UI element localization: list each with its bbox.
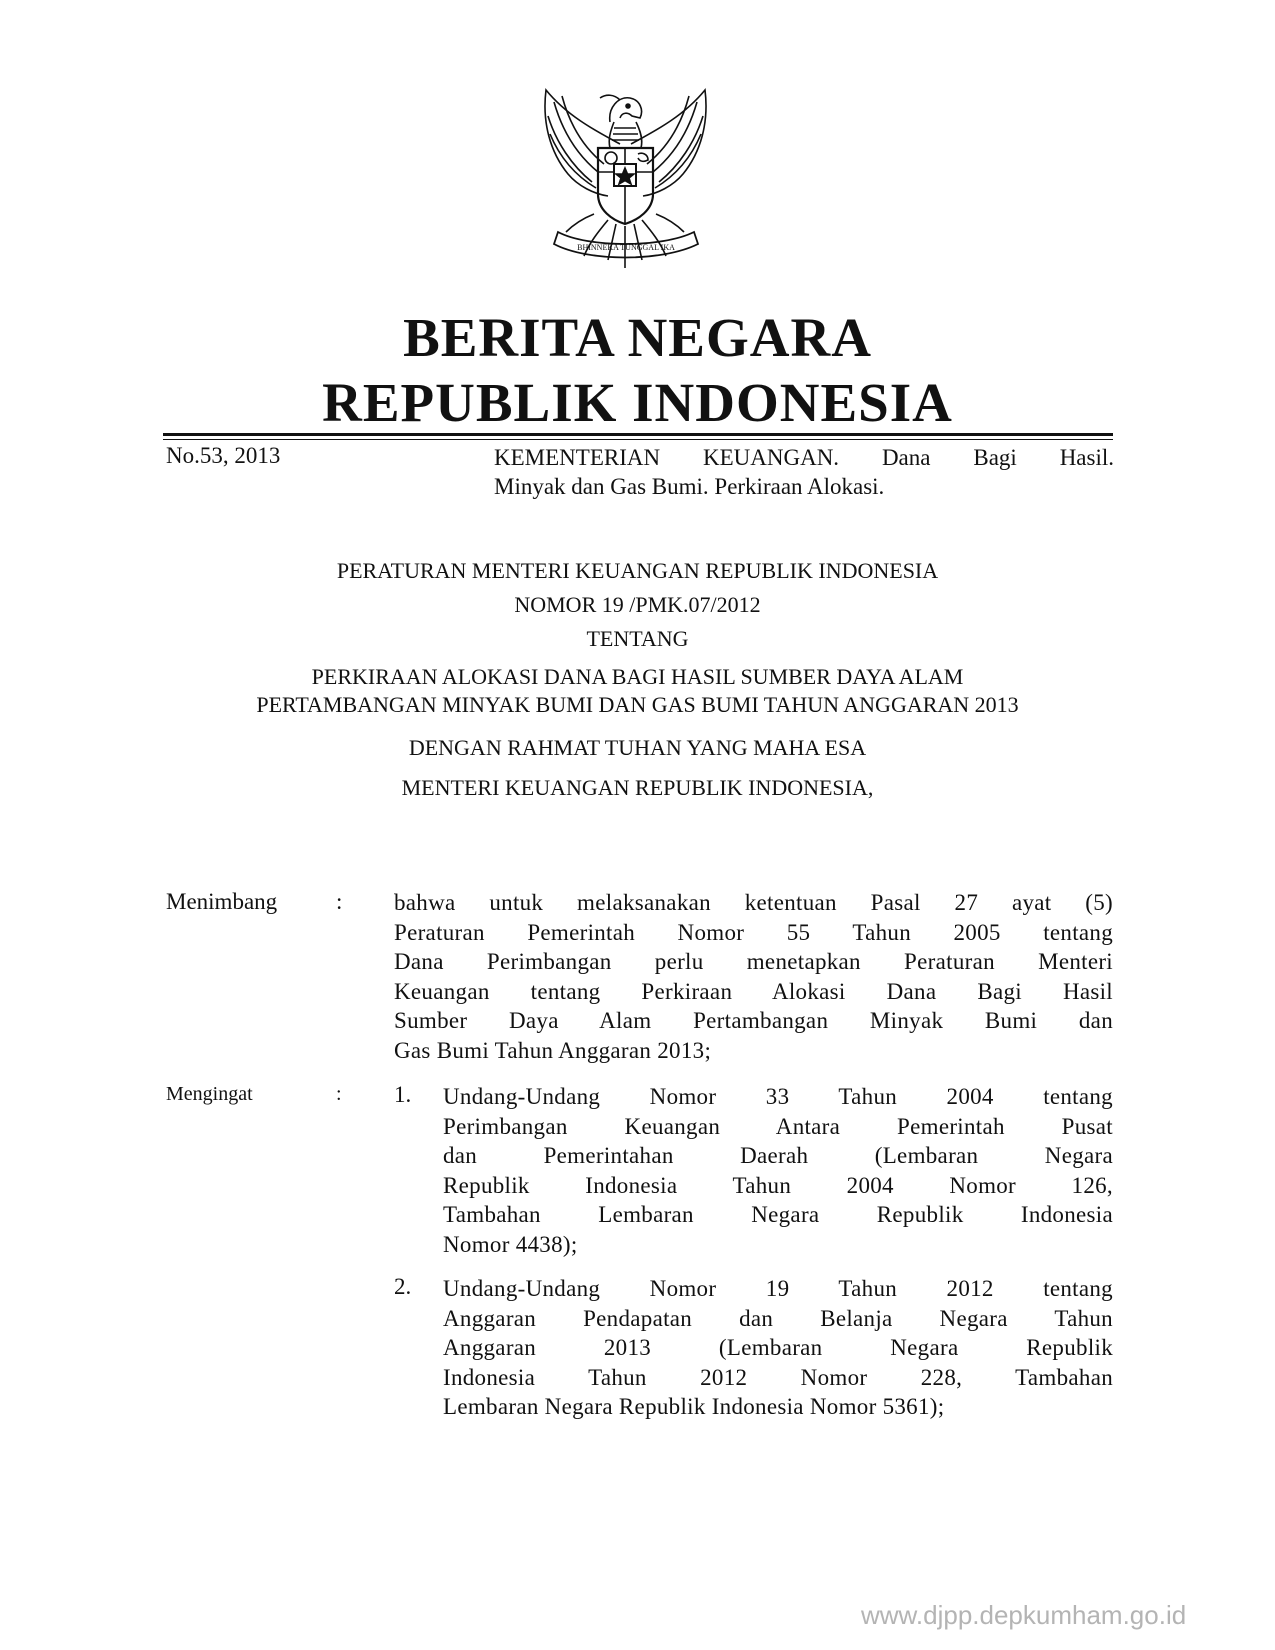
paragraph-line: dan Pemerintahan Daerah (Lembaran Negara <box>443 1143 1113 1168</box>
paragraph-line: Keuangan tentang Perkiraan Alokasi Dana Bagi Hasil <box>394 978 1113 1004</box>
regulation-subject-line2: PERTAMBANGAN MINYAK BUMI DAN GAS BUMI TAHUN ANGGARAN 2013 <box>256 692 1019 717</box>
paragraph-line: Undang-Undang Nomor 33 Tahun 2004 tentang <box>443 1084 1113 1109</box>
masthead-title-line2: REPUBLIK INDONESIA <box>322 372 953 433</box>
paragraph-line: Republik Indonesia Tahun 2004 Nomor 126, <box>443 1172 1113 1198</box>
menimbang-colon: : <box>336 889 343 914</box>
source-watermark: www.djpp.depkumham.go.id <box>861 1600 1187 1630</box>
paragraph-line: Tambahan Lembaran Negara Republik Indonesia <box>443 1202 1113 1227</box>
regulation-about: TENTANG <box>586 626 689 651</box>
svg-text:BHINNEKA TUNGGAL IKA: BHINNEKA TUNGGAL IKA <box>577 243 675 252</box>
paragraph-line: Perimbangan Keuangan Antara Pemerintah Pusat <box>443 1113 1113 1139</box>
paragraph-line: Dana Perimbangan perlu menetapkan Peraturan Menteri <box>394 949 1113 974</box>
regulation-number: NOMOR 19 /PMK.07/2012 <box>514 592 761 617</box>
paragraph-line: bahwa untuk melaksanakan ketentuan Pasal 27 ayat (5) <box>394 890 1113 915</box>
mengingat-colon: : <box>336 1083 342 1105</box>
regulation-subject-line1: PERKIRAAN ALOKASI DANA BAGI HASIL SUMBER DAYA ALAM <box>311 664 964 689</box>
paragraph-line: Nomor 4438); <box>443 1231 578 1257</box>
garuda-pancasila-emblem-icon <box>528 82 723 280</box>
menimbang-paragraph <box>394 888 1113 1065</box>
issue-subject <box>494 443 1114 501</box>
paragraph-line: Anggaran Pendapatan dan Belanja Negara Tahun <box>443 1305 1113 1331</box>
regulation-invocation: DENGAN RAHMAT TUHAN YANG MAHA ESA <box>408 735 867 760</box>
paragraph-line: Undang-Undang Nomor 19 Tahun 2012 tentang <box>443 1276 1113 1301</box>
mengingat-item-2 <box>443 1274 1113 1422</box>
header-divider-thin <box>163 439 1113 440</box>
issue-subject-line: KEMENTERIAN KEUANGAN. Dana Bagi Hasil. <box>494 445 1114 470</box>
paragraph-line: Anggaran 2013 (Lembaran Negara Republik <box>443 1335 1113 1360</box>
paragraph-line: Gas Bumi Tahun Anggaran 2013; <box>394 1037 712 1063</box>
mengingat-item-1 <box>443 1082 1113 1259</box>
paragraph-line: Peraturan Pemerintah Nomor 55 Tahun 2005 tentang <box>394 919 1113 945</box>
regulation-heading: PERATURAN MENTERI KEUANGAN REPUBLIK INDONESIA <box>336 558 939 583</box>
issue-number: No.53, 2013 <box>166 443 281 468</box>
issue-subject-line: Minyak dan Gas Bumi. Perkiraan Alokasi. <box>494 474 885 499</box>
mengingat-label: Mengingat <box>166 1083 253 1105</box>
paragraph-line: Indonesia Tahun 2012 Nomor 228, Tambahan <box>443 1364 1113 1390</box>
paragraph-line: Lembaran Negara Republik Indonesia Nomor 5361); <box>443 1394 945 1419</box>
masthead-title-line1: BERITA NEGARA <box>403 307 872 368</box>
mengingat-item-number: 1. <box>394 1082 412 1107</box>
paragraph-line: Sumber Daya Alam Pertambangan Minyak Bumi dan <box>394 1008 1113 1033</box>
mengingat-item-number: 2. <box>394 1274 412 1299</box>
menimbang-label: Menimbang <box>166 889 278 914</box>
regulation-issuer: MENTERI KEUANGAN REPUBLIK INDONESIA, <box>401 775 874 800</box>
header-divider-thick <box>163 433 1113 436</box>
